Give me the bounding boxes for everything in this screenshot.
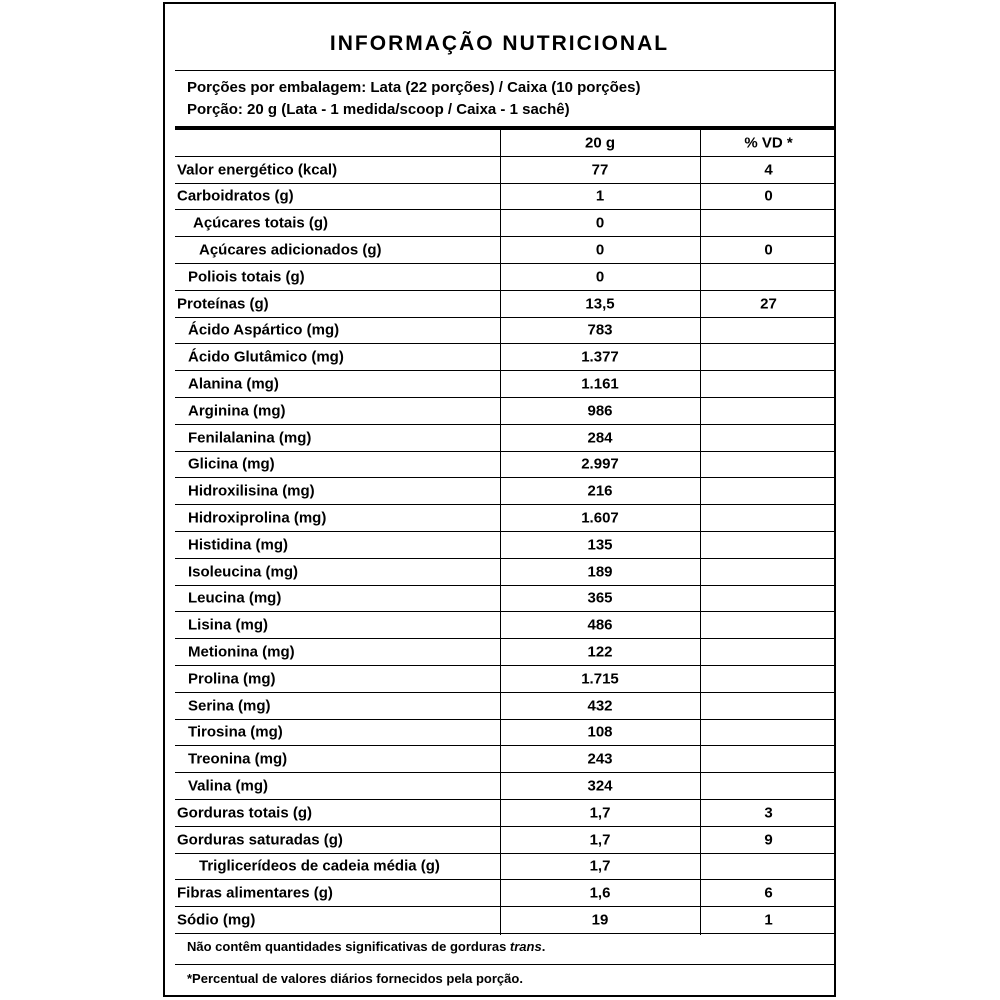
nutrient-dv: 0 [764, 241, 773, 259]
table-row [175, 773, 834, 800]
nutrient-name: Metionina (mg) [188, 643, 295, 661]
nutrient-amount: 243 [587, 750, 613, 768]
nutrient-amount: 135 [587, 536, 613, 554]
table-row [175, 478, 834, 505]
nutrient-name: Valina (mg) [188, 777, 269, 795]
nutrient-name: Treonina (mg) [188, 750, 288, 768]
nutrient-name: Sódio (mg) [177, 911, 256, 929]
footnote-divider [175, 964, 834, 965]
nutrient-amount: 189 [587, 563, 613, 581]
table-row [175, 827, 834, 854]
nutrient-dv: 1 [764, 911, 773, 929]
nutrient-name: Ácido Glutâmico (mg) [188, 348, 344, 366]
nutrient-amount: 1,7 [589, 831, 611, 849]
nutrient-name: Gorduras totais (g) [177, 804, 313, 822]
nutrient-dv: 0 [764, 187, 773, 205]
nutrient-amount: 1.607 [581, 509, 619, 527]
table-row [175, 344, 834, 371]
nutrient-name: Serina (mg) [188, 697, 271, 715]
nutrient-amount: 783 [587, 321, 613, 339]
table-header-row [175, 130, 834, 157]
nutrient-name: Isoleucina (mg) [188, 563, 299, 581]
nutrient-amount: 1 [595, 187, 605, 205]
table-row [175, 237, 834, 264]
table-row [175, 210, 834, 237]
table-row [175, 586, 834, 613]
footnote-trans-prefix: Não contêm quantidades significativas de gorduras [187, 939, 510, 954]
nutrient-name: Fenilalanina (mg) [188, 429, 312, 447]
footnote-trans-suffix: . [541, 939, 546, 954]
nutrient-amount: 486 [587, 616, 613, 634]
nutrient-amount: 1,6 [589, 884, 611, 902]
nutrient-amount: 0 [595, 268, 605, 286]
nutrient-name: Gorduras saturadas (g) [177, 831, 343, 849]
nutrient-amount: 1,7 [589, 857, 611, 875]
nutrition-table [175, 130, 834, 934]
nutrient-amount: 0 [595, 214, 605, 232]
nutrient-name: Glicina (mg) [188, 455, 275, 473]
nutrient-name: Açúcares totais (g) [193, 214, 329, 232]
table-body [175, 157, 834, 934]
nutrient-amount: 19 [591, 911, 609, 929]
nutrient-amount: 1.161 [581, 375, 619, 393]
header-dv: % VD * [744, 134, 793, 152]
table-row [175, 264, 834, 291]
nutrient-dv: 9 [764, 831, 773, 849]
title-divider [175, 70, 834, 71]
nutrient-name: Açúcares adicionados (g) [199, 241, 382, 259]
nutrient-name: Hidroxilisina (mg) [188, 482, 315, 500]
table-row [175, 880, 834, 907]
footnote-trans-fat [187, 939, 545, 954]
nutrient-name: Lisina (mg) [188, 616, 269, 634]
nutrient-name: Triglicerídeos de cadeia média (g) [199, 857, 440, 875]
header-amount: 20 g [584, 134, 615, 152]
nutrient-name: Ácido Aspártico (mg) [188, 321, 340, 339]
nutrient-amount: 0 [595, 241, 605, 259]
nutrient-name: Proteínas (g) [177, 295, 269, 313]
nutrient-name: Arginina (mg) [188, 402, 286, 420]
nutrient-amount: 216 [587, 482, 613, 500]
table-row [175, 425, 834, 452]
nutrient-amount: 986 [587, 402, 613, 420]
table-row [175, 800, 834, 827]
table-row [175, 452, 834, 479]
nutrient-name: Prolina (mg) [188, 670, 276, 688]
nutrient-amount: 77 [591, 161, 609, 179]
table-row [175, 559, 834, 586]
nutrient-name: Alanina (mg) [188, 375, 279, 393]
nutrient-dv: 27 [760, 295, 777, 313]
nutrient-name: Hidroxiprolina (mg) [188, 509, 327, 527]
nutrient-amount: 284 [587, 429, 613, 447]
table-row [175, 720, 834, 747]
table-row [175, 291, 834, 318]
nutrient-amount: 324 [587, 777, 613, 795]
table-row [175, 184, 834, 211]
nutrient-name: Carboidratos (g) [177, 187, 294, 205]
nutrient-amount: 1.377 [581, 348, 619, 366]
nutrient-amount: 1.715 [581, 670, 619, 688]
nutrient-dv: 4 [764, 161, 773, 179]
table-row [175, 398, 834, 425]
nutrient-amount: 432 [587, 697, 613, 715]
table-row [175, 746, 834, 773]
table-row [175, 639, 834, 666]
nutrient-amount: 122 [587, 643, 613, 661]
footnote-daily-value: *Percentual de valores diários fornecidos pela porção. [187, 971, 523, 986]
nutrient-amount: 1,7 [589, 804, 611, 822]
nutrient-dv: 6 [764, 884, 773, 902]
table-row [175, 157, 834, 184]
nutrient-name: Histidina (mg) [188, 536, 288, 554]
table-row [175, 907, 834, 934]
nutrient-amount: 108 [587, 723, 613, 741]
table-row [175, 666, 834, 693]
nutrient-amount: 365 [587, 589, 613, 607]
nutrient-name: Fibras alimentares (g) [177, 884, 333, 902]
nutrient-dv: 3 [764, 804, 773, 822]
nutrient-name: Poliois totais (g) [188, 268, 305, 286]
nutrition-facts-label [163, 2, 836, 997]
nutrient-name: Valor energético (kcal) [177, 161, 338, 179]
serving-size: Porção: 20 g (Lata - 1 medida/scoop / Caixa - 1 sachê) [187, 101, 570, 118]
servings-per-package: Porções por embalagem: Lata (22 porções) / Caixa (10 porções) [187, 79, 641, 96]
footnote-trans-italic: trans [509, 939, 542, 954]
table-row [175, 371, 834, 398]
table-row [175, 854, 834, 881]
table-row [175, 612, 834, 639]
table-row [175, 318, 834, 345]
table-row [175, 505, 834, 532]
nutrient-amount: 2.997 [581, 455, 619, 473]
table-row [175, 693, 834, 720]
nutrient-name: Leucina (mg) [188, 589, 282, 607]
label-title: INFORMAÇÃO NUTRICIONAL [329, 32, 670, 55]
nutrient-amount: 13,5 [585, 295, 615, 313]
table-row [175, 532, 834, 559]
nutrient-name: Tirosina (mg) [188, 723, 283, 741]
